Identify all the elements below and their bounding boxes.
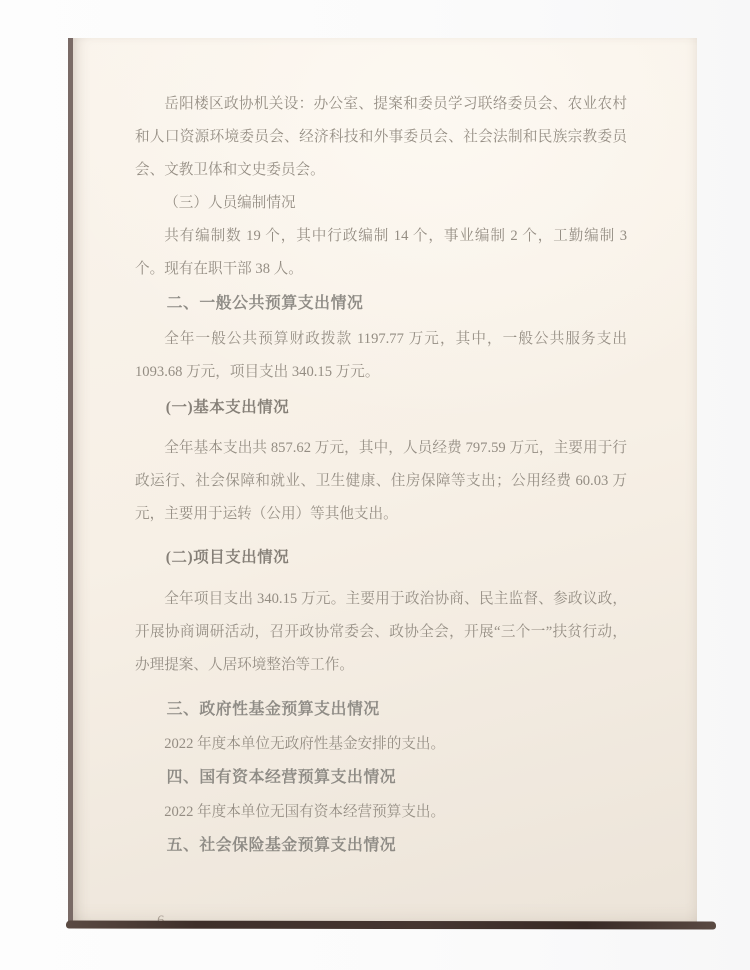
page-body-text	[135, 88, 627, 862]
page-bottom-edge	[66, 921, 716, 930]
para-govt-funds-statement: 2022 年度本单位无政府性基金安排的支出。	[164, 736, 446, 752]
para-org-structure: 岳阳楼区政协机关设：办公室、提案和委员学习联络委员会、农业农村和人口资源环境委员会、经济科技和外事委员会、社会法制和民族宗教委员会、文教卫体和文史委员会。	[135, 96, 627, 178]
heading-project-expenditure: (二)项目支出情况	[165, 549, 290, 566]
para-project-expenditure-figures: 全年项目支出 340.15 万元。主要用于政治协商、民主监督、参政议政，开展协商调研活动，召开政协常委会、政协全会，开展“三个一”扶贫行动，办理提案、人居环境整治等工作。	[135, 591, 627, 673]
heading-section-3-govt-funds: 三、政府性基金预算支出情况	[166, 701, 380, 718]
heading-basic-expenditure: (一)基本支出情况	[165, 399, 290, 416]
heading-section-2-public-budget: 二、一般公共预算支出情况	[166, 295, 364, 312]
subheading-staffing: （三）人员编制情况	[164, 195, 296, 211]
para-basic-expenditure-figures: 全年基本支出共 857.62 万元，其中，人员经费 797.59 万元，主要用于行政运行、社会保障和就业、卫生健康、住房保障等支出；公用经费 60.03 万元，主要用于运转（公用）等其他支出。	[135, 440, 627, 522]
para-state-capital-statement: 2022 年度本单位无国有资本经营预算支出。	[164, 804, 446, 820]
para-public-budget-figures: 全年一般公共预算财政拨款 1197.77 万元，其中，一般公共服务支出 1093.68 万元，项目支出 340.15 万元。	[135, 331, 627, 380]
heading-section-5-social-insurance: 五、社会保险基金预算支出情况	[166, 837, 397, 854]
document-page	[68, 38, 697, 927]
heading-section-4-state-capital: 四、国有资本经营预算支出情况	[166, 769, 397, 786]
para-staffing-figures: 共有编制数 19 个，其中行政编制 14 个，事业编制 2 个，工勤编制 3 个。现有在职干部 38 人。	[135, 228, 627, 277]
